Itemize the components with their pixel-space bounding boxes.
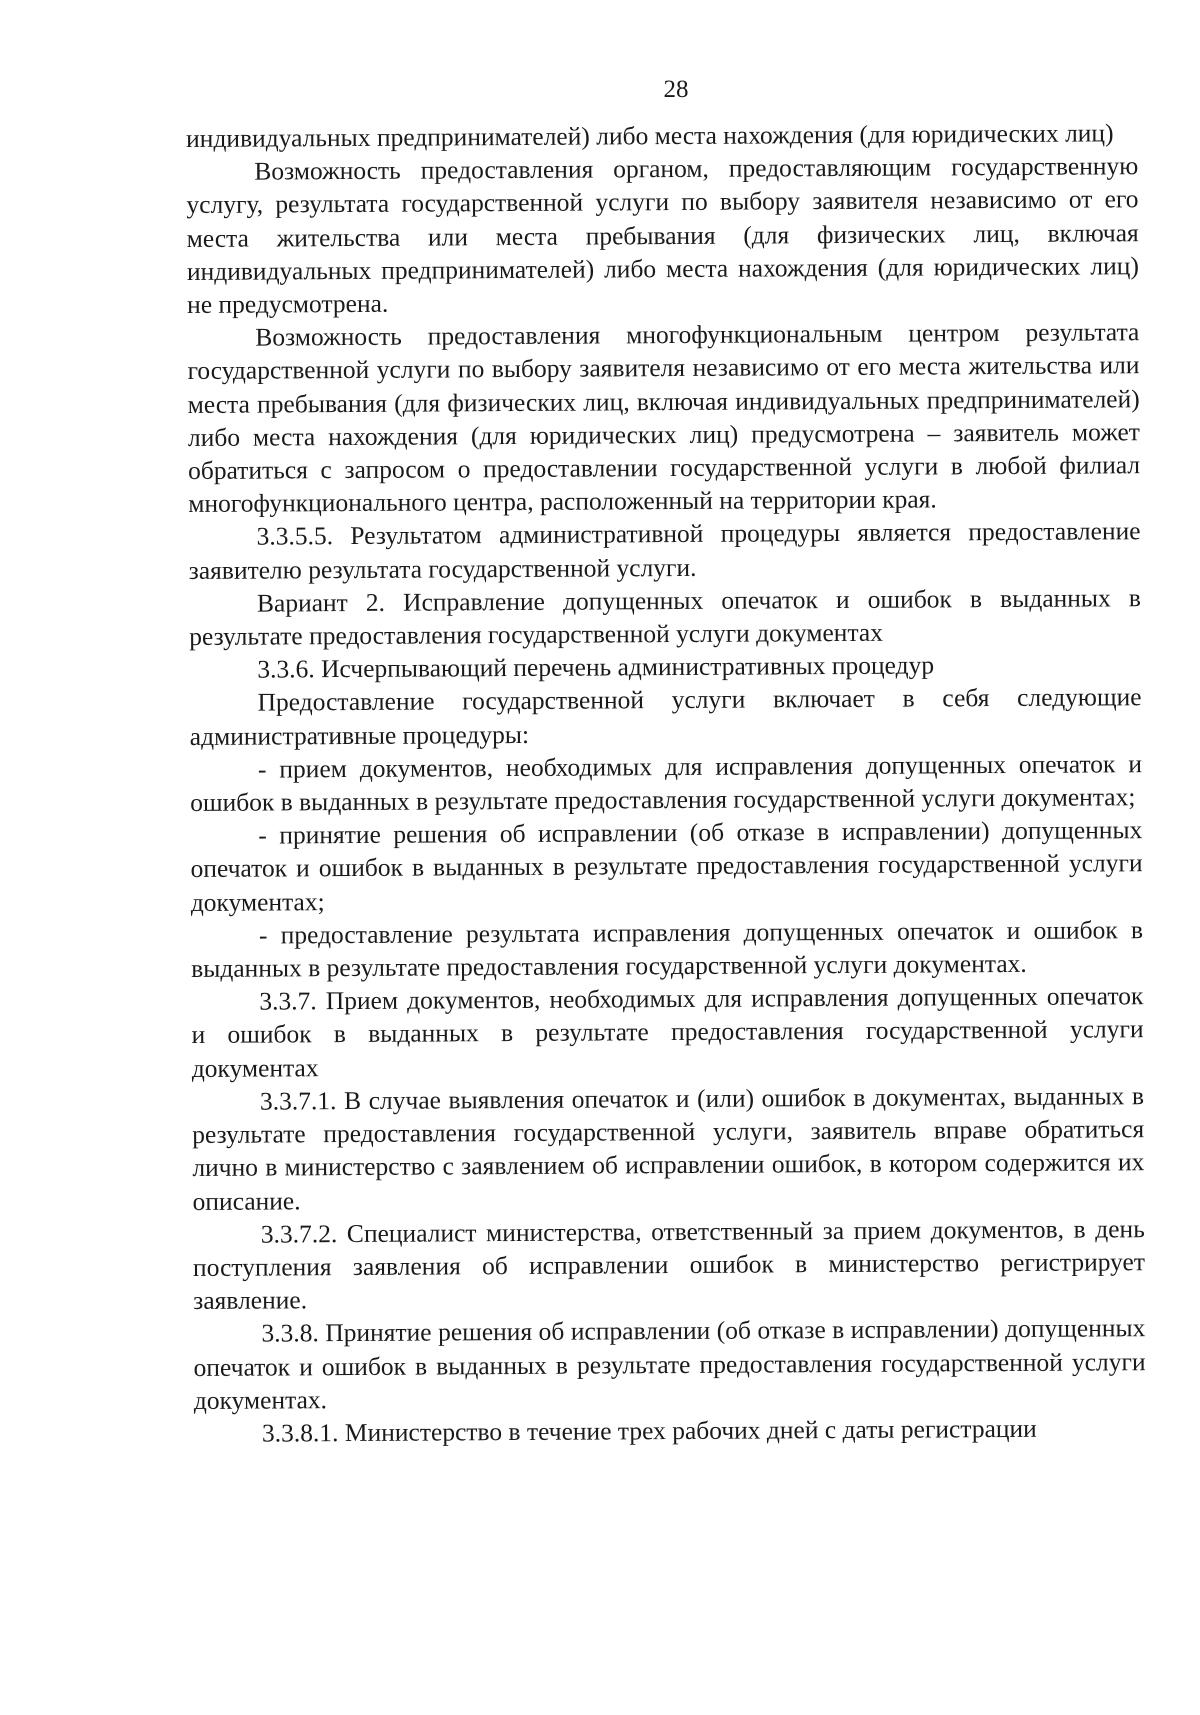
- paragraph-3-3-8-1: 3.3.8.1. Министерство в течение трех рабочих дней с даты регистрации: [261, 1413, 1037, 1448]
- paragraph-continuation: индивидуальных предпринимателей) либо места нахождения (для юридических лиц): [186, 118, 1114, 153]
- page-number: 28: [663, 76, 689, 103]
- document-body: [186, 116, 1146, 1450]
- paragraph-3-3-8-heading: 3.3.8. Принятие решения об исправлении (об отказе в исправлении) допущенных опечаток и ошибок в выданных в результате предоставления государственной услуги документах.: [193, 1313, 1146, 1415]
- list-item-result: - предоставление результата исправления допущенных опечаток и ошибок в выданных в результате предоставления государственной услуги документах.: [191, 915, 1144, 984]
- paragraph-variant-2-heading: Вариант 2. Исправление допущенных опечаток и ошибок в выданных в результате предоставления государственной услуги документах: [189, 583, 1142, 652]
- paragraph-mfc-possibility: Возможность предоставления многофункциональным центром результата государственной услуги по выбору заявителя независимо от его места жительства или места пребывания (для физических лиц, включая индивидуальных предпринимателей) либо места нахождения (для юридических лиц) предусмотрена – заявитель может обратиться с запросом о предоставлении государственной услуги в любой филиал многофункционального центра, расположенный на территории края.: [187, 317, 1141, 519]
- paragraph-3-3-6-heading: 3.3.6. Исчерпывающий перечень административных процедур: [257, 650, 935, 684]
- list-item-receipt: - прием документов, необходимых для исправления допущенных опечаток и ошибок в выданных в результате предоставления государственной услуги документах;: [190, 749, 1143, 818]
- paragraph-body-authority: Возможность предоставления органом, предоставляющим государственную услугу, результата государственной услуги по выбору заявителя независимо от его места жительства или места пребывания (для физических лиц, включая индивидуальных предпринимателей) либо места нахождения (для юридических лиц) не предусмотрена.: [186, 151, 1139, 320]
- list-item-decision: - принятие решения об исправлении (об отказе в исправлении) допущенных опечаток и ошибок в выданных в результате предоставления государственной услуги документах;: [190, 815, 1143, 917]
- paragraph-3-3-5-5: 3.3.5.5. Результатом административной процедуры является предоставление заявителю результата государственной услуги.: [188, 516, 1141, 585]
- paragraph-3-3-7-2: 3.3.7.2. Специалист министерства, ответственный за прием документов, в день поступления заявления об исправлении ошибок в министерство регистрирует заявление.: [192, 1213, 1146, 1316]
- paragraph-3-3-7-heading: 3.3.7. Прием документов, необходимых для исправления допущенных опечаток и ошибок в выданных в результате предоставления государственной услуги документах: [191, 981, 1144, 1083]
- paragraph-procedures-intro: Предоставление государственной услуги включает в себя следующие административные процедуры:: [189, 682, 1142, 751]
- paragraph-3-3-7-1: 3.3.7.1. В случае выявления опечаток и (или) ошибок в документах, выданных в результате предоставления государственной услуги, заявитель вправе обратиться лично в министерство с заявлением об исправлении ошибок, в котором содержится их описание.: [192, 1081, 1145, 1216]
